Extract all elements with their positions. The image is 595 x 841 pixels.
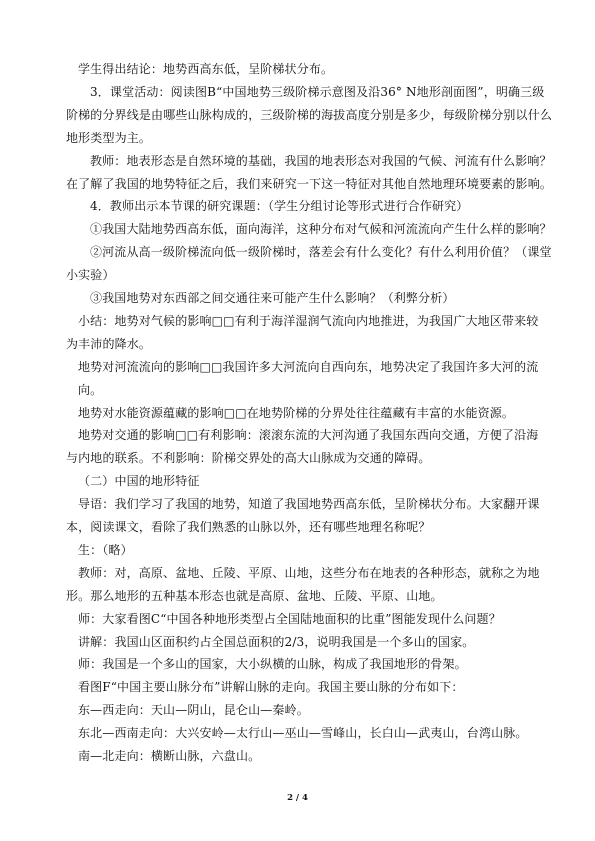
text-line: 为丰沛的降水。	[66, 337, 152, 351]
text-line: 地形类型为主。	[66, 131, 152, 145]
text-line: 地势对河流流向的影响□□我国许多大河流向自西向东，地势决定了我国许多大河的流	[78, 360, 539, 374]
text-line: 本，阅读课文，看除了我们熟悉的山脉以外，还有哪些地理名称呢？	[66, 520, 431, 534]
text-line: 阶梯的分界线是由哪些山脉构成的，三级阶梯的海拔高度分别是多少，每级阶梯分别以什么	[66, 108, 553, 122]
text-line: ③我国地势对东西部之间交通往来可能产生什么影响？（利弊分析）	[90, 291, 455, 305]
text-line: 在了解了我国的地势特征之后，我们来研究一下这一特征对其他自然地理环境要素的影响。	[66, 177, 553, 191]
text-line: 4．教师出示本节课的研究课题：（学生分组讨论等形式进行合作研究）	[90, 199, 469, 213]
text-line: 与内地的联系。不利影响：阶梯交界处的高大山脉成为交通的障碍。	[66, 451, 431, 465]
text-line: 导语：我们学习了我国的地势，知道了我国地势西高东低，呈阶梯状分布。大家翻开课	[78, 497, 540, 511]
text-line: 地势对水能资源蕴藏的影响□□在地势阶梯的分界处往往蕴藏有丰富的水能资源。	[78, 406, 515, 420]
text-line: 生：（略）	[78, 543, 133, 557]
text-line: 看图F“中国主要山脉分布”讲解山脉的走向。我国主要山脉的分布如下：	[78, 680, 464, 694]
text-line: 形。那么地形的五种基本形态也就是高原、盆地、丘陵、平原、山地。	[66, 589, 443, 603]
text-line: ①我国大陆地势西高东低，面向海洋，这种分布对气候和河流流向产生什么样的影响？	[90, 222, 552, 236]
text-line: 学生得出结论：地势西高东低，呈阶梯状分布。	[78, 62, 334, 76]
text-line: 讲解：我国山区面积约占全国总面积的2/3，说明我国是一个多山的国家。	[78, 635, 475, 649]
text-line: 师：大家看图C“中国各种地形类型占全国陆地面积的比重”图能发现什么问题？	[78, 612, 501, 626]
text-line: 南—北走向：横断山脉，六盘山。	[78, 749, 261, 763]
text-line: 地势对交通的影响□□有利影响：滚滚东流的大河沟通了我国东西向交通，方便了沿海	[78, 428, 539, 442]
text-line: ②河流从高一级阶梯流向低一级阶梯时，落差会有什么变化？有什么利用价值？（课堂	[90, 245, 552, 259]
text-line: 教师：地表形态是自然环境的基础，我国的地表形态对我国的气候、河流有什么影响？	[90, 154, 552, 168]
text-line: 东北—西南走向：大兴安岭—太行山—巫山—雪峰山，长白山—武夷山，台湾山脉。	[78, 726, 528, 740]
text-line: 小实验）	[66, 268, 115, 282]
text-line: （二）中国的地形特征	[78, 474, 200, 488]
text-line: 师：我国是一个多山的国家，大小纵横的山脉，构成了我国地形的骨架。	[78, 657, 467, 671]
page-number: 2 / 4	[287, 793, 308, 803]
text-line: 向。	[78, 383, 103, 397]
text-line: 3．课堂活动：阅读图B“中国地势三级阶梯示意图及沿36° N地形剖面图”，明确三级	[90, 85, 545, 99]
text-line: 小结：地势对气候的影响□□有利于海洋湿润气流向内地推进，为我国广大地区带来较	[78, 314, 539, 328]
text-line: 东—西走向：天山—阴山，昆仑山—秦岭。	[78, 703, 309, 717]
text-line: 教师：对，高原、盆地、丘陵、平原、山地，这些分布在地表的各种形态，就称之为地	[78, 566, 540, 580]
